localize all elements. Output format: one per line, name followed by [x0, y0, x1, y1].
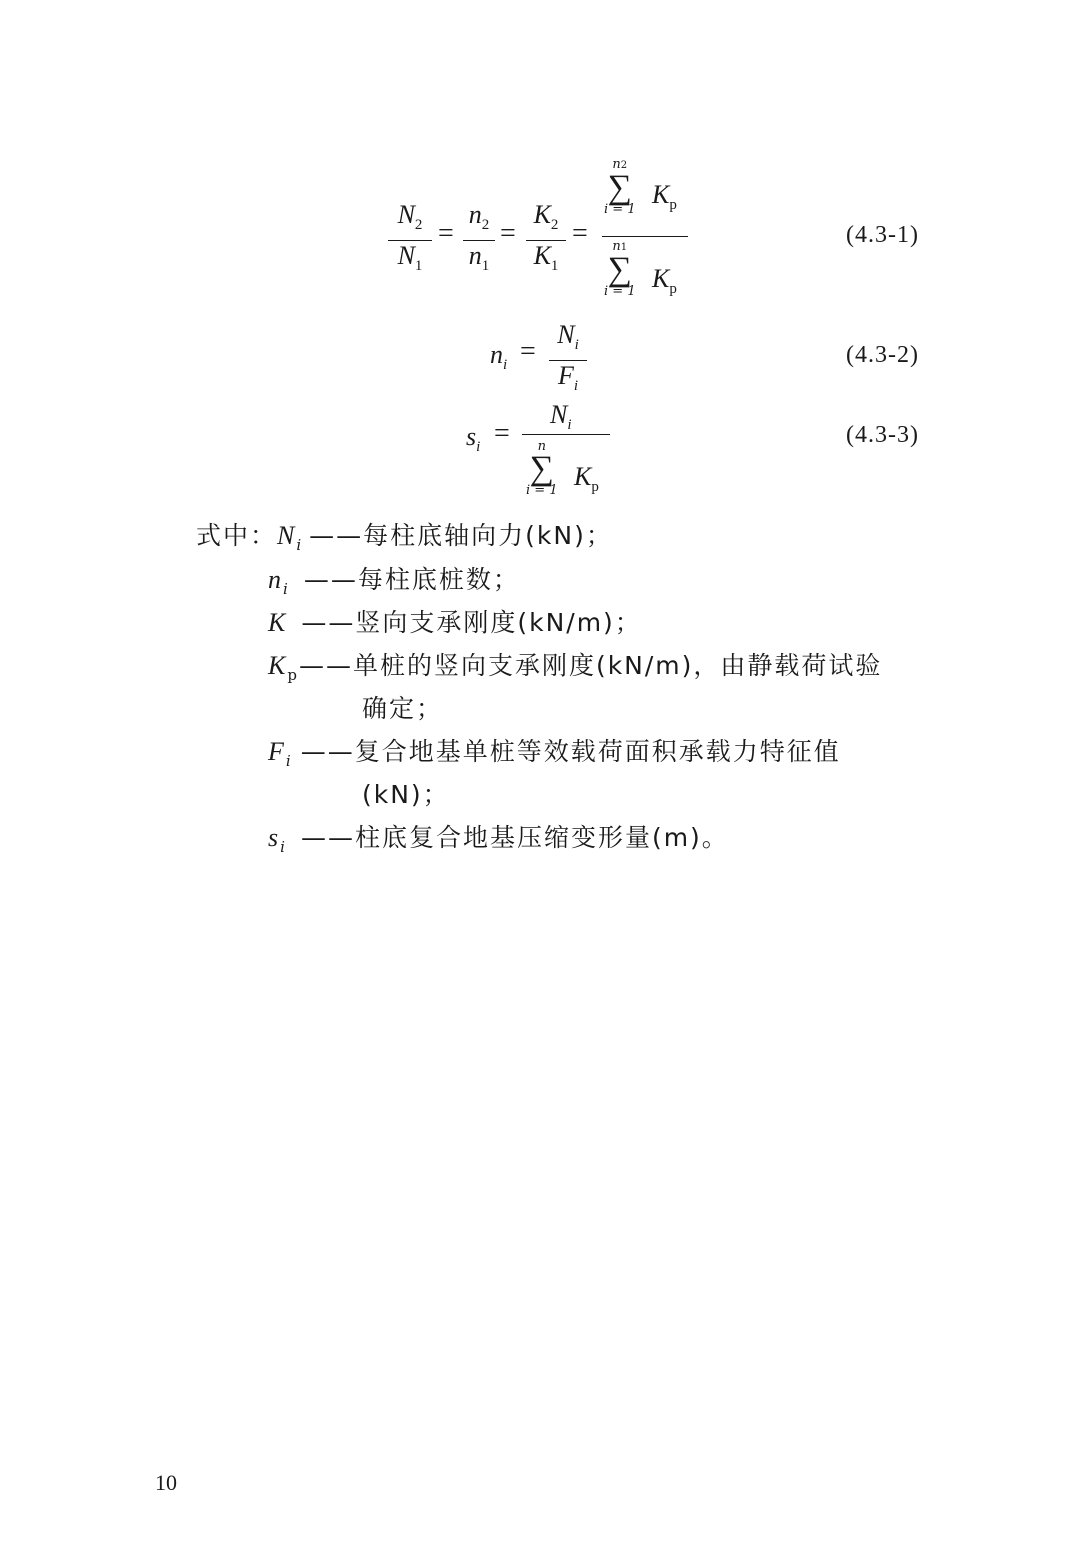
symbol-subscript: i	[283, 580, 290, 598]
definition-text: ——柱底复合地基压缩变形量(m)。	[300, 823, 729, 852]
equation-number: (4.3-1)	[846, 222, 919, 248]
equals-sign: =	[572, 218, 588, 249]
term-Kp: $K_p$	[652, 264, 677, 297]
definition-text: ——竖向支承刚度(kN/m)；	[301, 608, 642, 637]
definition-row	[268, 646, 882, 684]
definition-continuation	[362, 689, 443, 725]
symbol-subscript: i	[296, 536, 304, 554]
definitions-intro: 式中：	[196, 521, 278, 550]
definition-text: ——每柱底桩数；	[303, 565, 520, 594]
symbol: N	[277, 521, 297, 550]
fraction-N2-over-N1: $N_2$ $N_1$	[388, 200, 432, 281]
summation-denominator: n1 ∑ i = 1	[604, 239, 636, 299]
symbol: s	[268, 823, 281, 852]
symbol-subscript: i	[280, 838, 287, 856]
equation-number: (4.3-3)	[846, 422, 919, 448]
definition-row	[268, 818, 729, 856]
definition-row	[268, 732, 841, 770]
summation-denominator: n ∑ i = 1	[526, 439, 558, 498]
symbol-subscript: p	[287, 666, 299, 684]
fraction-bar	[602, 236, 688, 237]
fraction-n2-over-n1: $n_2$ $n_1$	[463, 200, 495, 281]
fraction-bar	[522, 434, 610, 435]
definition-row	[196, 516, 613, 554]
symbol-subscript: i	[285, 752, 293, 770]
definition-row	[268, 560, 520, 598]
definition-text-cont: 确定；	[362, 694, 444, 723]
symbol: K	[268, 651, 288, 680]
term-Kp: $K_p$	[574, 462, 599, 495]
term-Ni: $N_i$	[550, 400, 572, 433]
symbol: F	[268, 737, 286, 766]
fraction-K2-over-K1: $K_2$ $K_1$	[526, 200, 566, 281]
equals-sign: =	[520, 336, 536, 367]
page-number: 10	[155, 1470, 177, 1495]
equals-sign: =	[500, 218, 516, 249]
fraction-Ni-over-Fi: $N_i$ $F_i$	[549, 320, 587, 401]
symbol: n	[268, 565, 283, 594]
equals-sign: =	[438, 218, 454, 249]
term-ni: $n_i$	[490, 340, 508, 373]
definition-continuation	[362, 775, 450, 811]
symbol: K	[268, 608, 288, 637]
definition-text: ——每柱底轴向力(kN)；	[309, 521, 613, 550]
equals-sign: =	[494, 418, 510, 449]
definition-row	[268, 603, 642, 639]
definition-text-cont: (kN)；	[362, 780, 450, 809]
summation-numerator: n2 ∑ i = 1	[604, 157, 636, 217]
definition-text: ——复合地基单桩等效载荷面积承载力特征值	[300, 737, 841, 766]
term-Kp: $K_p$	[652, 180, 677, 213]
term-si: $s_i$	[466, 422, 481, 455]
definition-text: ——单桩的竖向支承刚度(kN/m)，由静载荷试验	[298, 651, 883, 680]
equation-number: (4.3-2)	[846, 342, 919, 368]
